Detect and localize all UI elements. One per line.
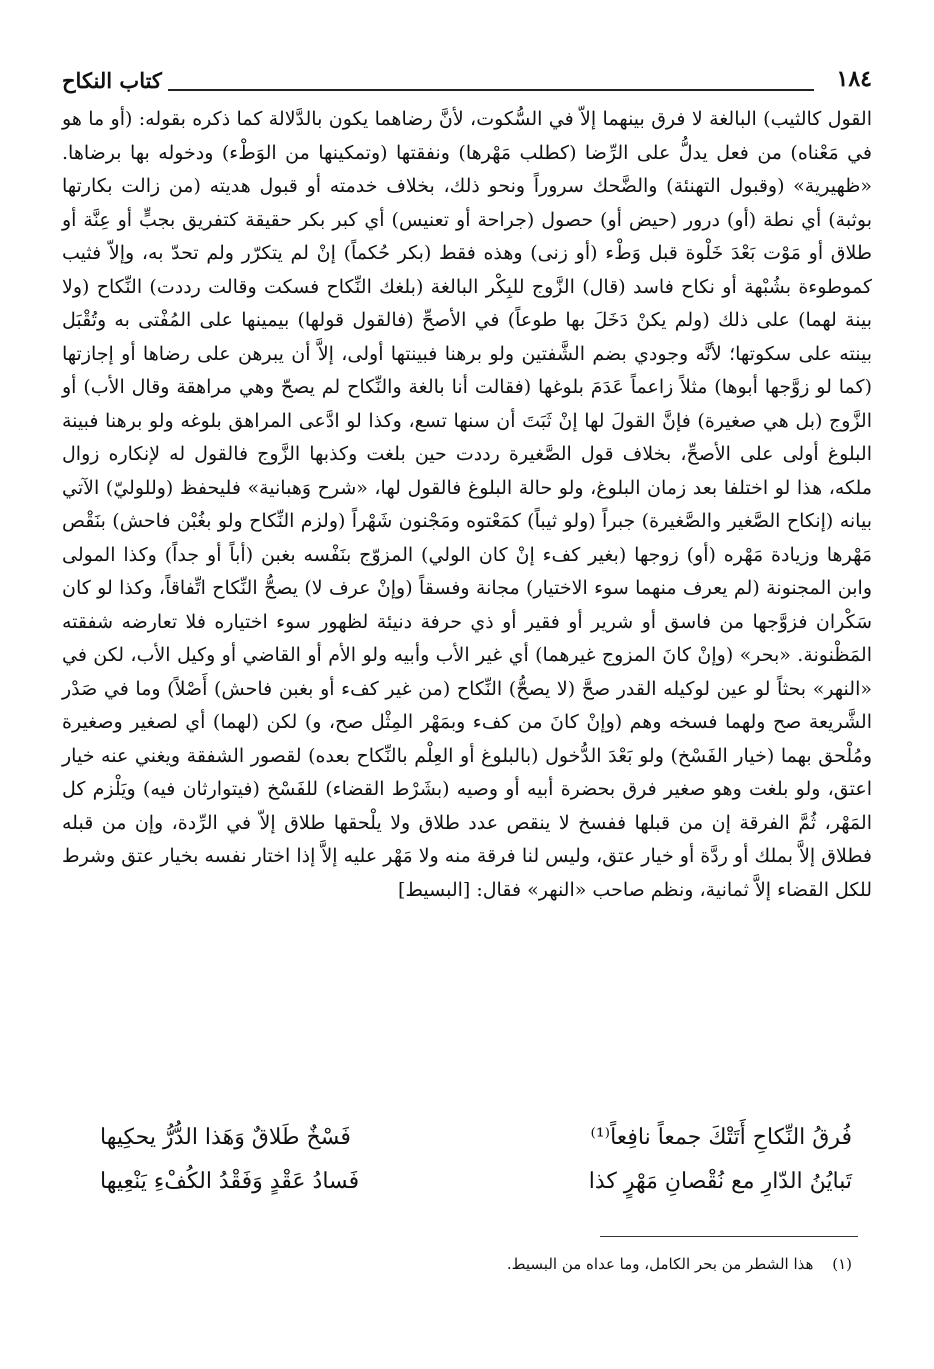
- verse-second-hemistich: فَسْخٌ طَلاقٌ وَهَذا الدُّرُّ يحكِيها: [100, 1125, 351, 1150]
- footnote-marker: (١): [832, 1255, 852, 1273]
- footnote-text: هذا الشطر من بحر الكامل، وما عداه من البسيط.: [506, 1255, 814, 1273]
- verse-line: [100, 1125, 852, 1169]
- verse-line: [100, 1169, 852, 1213]
- body-paragraph: القول كالثيب) البالغة لا فرق بينهما إلاّ في السُّكوت، لأنَّ رضاهما يكون بالدَّلالة كما ذكره بقوله: (أو ما هو في مَعْناه) من فعل يدلُّ على الرِّضا (كطلب مَهْرها) ونفقتها (وتمكينها من الوَطْء) ودخوله بها برضاها. «ظهيرية» (وقبول التهنئة) والضَّحك سروراً ونحو ذلك، بخلاف خدمته أو قبول هديته (من زالت بكارتها بوثبة) أي نطة (أو) درور (حيض أو) حصول (جراحة أو تعنيس) أي كبر بكر حقيقة كتفريق بجبٍّ أو عِنَّة أو طلاق أو مَوْت بَعْدَ خَلْوة قبل وَطْء (أو زنى) وهذه فقط (بكر حُكماً) إنْ لم يتكرّر ولم تحدّ به، وإلاّ فثيب كموطوءة بشُبْهة أو نكاح فاسد (قال) الزَّوج للبِكْر البالغة (بلغك النِّكاح فسكت وقالت رددت) النِّكاح (ولا بينة لهما) على ذلك (ولم يكنْ دَخَلَ بها طوعاً) في الأصحِّ (فالقول قولها) بيمينها على المُفْتى به وتُقْبَل بينته على سكوتها؛ لأنَّه وجودي بضم الشَّفتين ولو برهنا فبينتها أولى، إلاَّ أن يبرهن على رضاها أو إجازتها (كما لو زوَّجها أبوها) مثلاً زاعماً عَدَمَ بلوغها (فقالت أنا بالغة والنِّكاح لم يصحّ وهي مراهقة وقال الأب) أو الزَّوج (بل هي صغيرة) فإنَّ القولَ لها إنْ ثَبَتَ أن سنها تسع، وكذا لو ادَّعى المراهق بلوغه ولو برهنا فبينة البلوغ أولى على الأصحِّ، بخلاف قول الصَّغيرة رددت حين بلغت وكذبها الزَّوج فالقول له لإنكاره زوال ملكه، هذا لو اختلفا بعد زمان البلوغ، ولو حالة البلوغ فالقول لها، «شرح وَهبانية» فليحفظ (وللوليّ) الآتي بيانه (إنكاح الصَّغير والصَّغيرة) جبراً (ولو ثيباً) كمَعْتوه ومَجْنون شَهْراً (ولزم النِّكاح ولو بغُبْن فاحش) بنَقْص مَهْرها وزيادة مَهْره (أو) زوجها (بغير كفء إنْ كان الولي) المزوّج بنَفْسه بغبن (أباً أو جداً) وكذا المولى وابن المجنونة (لم يعرف منهما سوء الاختيار) مجانة وفسقاً (وإنْ عرف لا) يصحُّ النِّكاح اتِّفاقاً، وكذا لو كان سَكْران فزوَّجها من فاسق أو شرير أو فقير أو ذي حرفة دنيئة لظهور سوء اختياره فلا تعارضه شفقته المَظْنونة. «بحر» (وإنْ كانَ المزوج غيرهما) أي غير الأب وأبيه ولو الأم أو القاضي أو وكيل الأب، لكن في «النهر» بحثاً لو عين لوكيله القدر صحَّ (لا يصحُّ) النِّكاح (من غير كفء أو بغبن فاحش) أَصْلاً) وما في صَدْر الشَّريعة صح ولهما فسخه وهم (وإنْ كانَ من كفء وبمَهْر المِثْل صح، و) لكن (لهما) أي لصغير وصغيرة ومُلْحق بهما (خيار الفَسْخ) ولو بَعْدَ الدُّخول (بالبلوغ أو العِلْم بالنِّكاح بعده) لقصور الشفقة ويغني عنه خيار اعتق، ولو بلغت وهو صغير فرق بحضرة أبيه أو وصيه (بشَرْط القضاء) للفَسْخ (فيتوارثان فيه) ويَلْزم كل المَهْر، ثُمَّ الفرقة إن من قبلها ففسخ لا ينقص عدد طلاق ولا يلْحقها طلاق إلاّ في الرِّدة، وإن من قبله فطلاق إلاَّ بملك أو ردَّة أو خيار عتق، وليس لنا فرقة منه ولا مَهْر عليه إلاَّ إذا اختار نفسه بخيار عتق وشرط للكل القضاء إلاَّ ثمانية، ونظم صاحب «النهر» فقال: [البسيط]: [62, 108, 873, 901]
- header-rule: [168, 89, 814, 91]
- footnote: [62, 1255, 852, 1273]
- footnote-separator: [600, 1236, 858, 1237]
- verse-first-hemistich: تَبايُنُ الدّارِ مع نُقْصانِ مَهْرٍ كذا: [588, 1169, 852, 1194]
- verse-first-hemistich: فُرقُ النِّكاحِ أَتَتْكَ جمعاً نافِعاً⁽¹⁾: [590, 1125, 852, 1150]
- verse-second-hemistich: فَسادُ عَقْدٍ وَفَقْدُ الكُفْءِ يَنْعِيها: [100, 1169, 360, 1194]
- page-number: ١٨٤: [836, 66, 872, 92]
- poem: [100, 1125, 852, 1213]
- main-text: [62, 103, 872, 907]
- book-title: كتاب النكاح: [62, 68, 162, 93]
- page-header: [62, 66, 872, 100]
